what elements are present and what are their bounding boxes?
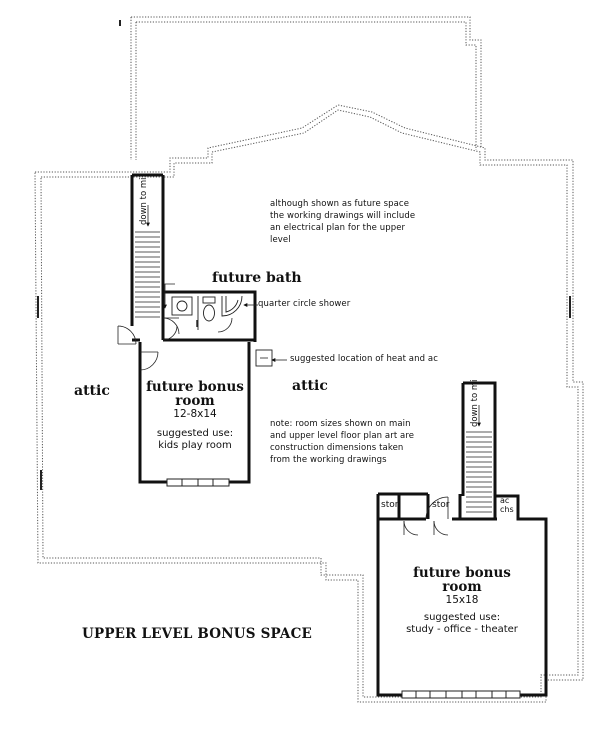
- bonus-room-2-use-label: suggested use:: [423, 612, 501, 623]
- attic-center-label: attic: [292, 378, 328, 394]
- electrical-note: although shown as future space the working drawings will include an electrical plan for the upper level: [270, 199, 416, 245]
- stair-label-left: down to mi: [139, 177, 149, 225]
- window-bonus-2: [402, 691, 520, 698]
- leader-lines: [165, 284, 287, 360]
- window-bonus-1: [167, 479, 229, 486]
- attic-left-label: attic: [74, 383, 110, 399]
- future-bath-label: future bath: [212, 270, 302, 286]
- room-sizes-note: note: room sizes shown on main and upper level floor plan art are construction dimensions taken from the working drawings: [270, 419, 415, 465]
- stor-label-2: stor: [432, 500, 450, 510]
- bonus-room-2-use: study - office - theater: [406, 624, 518, 635]
- shower-note: quarter circle shower: [258, 299, 351, 309]
- bonus-room-1-name-2: room: [175, 393, 215, 409]
- bath-fixtures: [172, 296, 242, 330]
- bonus-room-1-use-label: suggested use:: [156, 428, 234, 439]
- doors-left: [118, 318, 232, 370]
- plan-title: UPPER LEVEL BONUS SPACE: [82, 626, 313, 642]
- bonus-room-2-name-2: room: [442, 579, 482, 595]
- stair-label-right: down to mi: [470, 379, 480, 427]
- heat-ac-note: suggested location of heat and ac: [290, 354, 438, 364]
- bonus-room-2: [380, 566, 544, 636]
- bonus-room-2-dims: 15x18: [445, 594, 479, 606]
- bonus-room-2-name: future bonus: [413, 565, 511, 581]
- ac-chs-label: ac chs: [500, 496, 514, 514]
- stor-label-1: stor: [381, 500, 399, 510]
- bonus-room-1-name: future bonus: [146, 379, 244, 395]
- bonus-room-1-dims: 12-8x14: [173, 408, 217, 420]
- bonus-room-1: [142, 380, 248, 452]
- bonus-room-1-use: kids play room: [158, 440, 232, 451]
